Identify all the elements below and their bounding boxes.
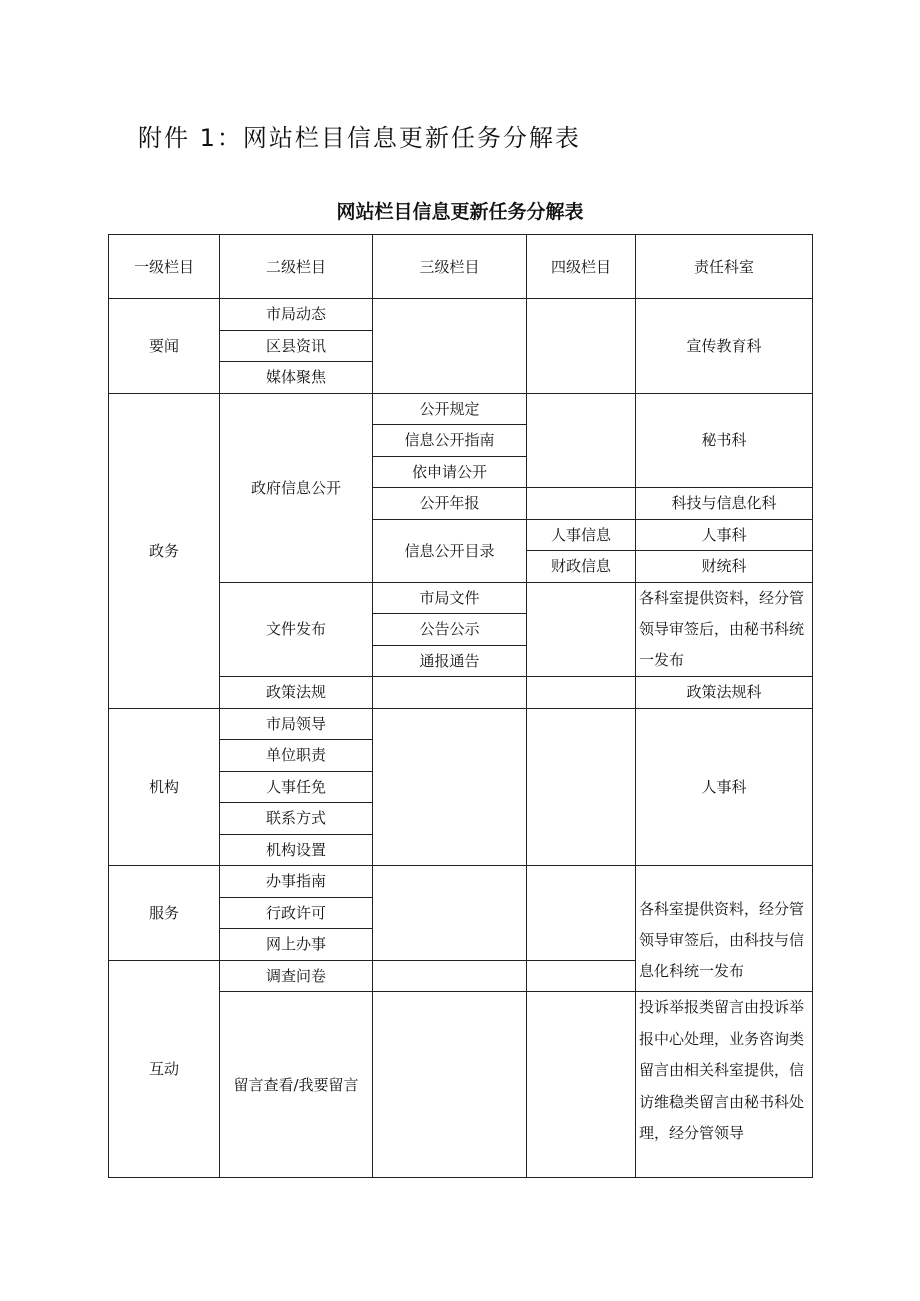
- l3-cell: 信息公开目录: [373, 519, 527, 582]
- l1-hudong: 互动: [109, 960, 220, 1178]
- l3-cell: 公开规定: [373, 393, 527, 425]
- table-title: 网站栏目信息更新任务分解表: [336, 201, 584, 223]
- l2-cell: 市局领导: [220, 708, 373, 740]
- l4-empty: [527, 677, 636, 709]
- l4-empty: [527, 992, 636, 1178]
- table-row: [109, 393, 813, 425]
- l1-zhengwu: 政务: [109, 393, 220, 708]
- l2-cell: 媒体聚焦: [220, 362, 373, 394]
- l4-cell: 财政信息: [527, 551, 636, 583]
- dept-zcfg: 政策法规科: [636, 677, 813, 709]
- l2-zfxxgk: 政府信息公开: [220, 393, 373, 582]
- l4-empty: [527, 960, 636, 992]
- dept-fuwu: 各科室提供资料，经分管领导审签后，由科技与信息化科统一发布: [636, 866, 813, 992]
- l3-empty: [373, 960, 527, 992]
- l1-yaowen: 要闻: [109, 299, 220, 394]
- l2-cell: 联系方式: [220, 803, 373, 835]
- l3-cell: 市局文件: [373, 582, 527, 614]
- dept-hr: 人事科: [636, 519, 813, 551]
- l3-empty: [373, 708, 527, 866]
- l2-cell: 行政许可: [220, 897, 373, 929]
- dept-secretary: 秘书科: [636, 393, 813, 488]
- header-department: 责任科室: [636, 235, 813, 299]
- l2-cell: 调查问卷: [220, 960, 373, 992]
- l3-empty: [373, 299, 527, 394]
- dept-yaowen: 宣传教育科: [636, 299, 813, 394]
- l2-cell: 单位职责: [220, 740, 373, 772]
- l2-cell: 办事指南: [220, 866, 373, 898]
- table-header-row: [109, 235, 813, 299]
- l3-cell: 通报通告: [373, 645, 527, 677]
- l4-empty: [527, 488, 636, 520]
- header-level2: 二级栏目: [220, 235, 373, 299]
- l3-empty: [373, 992, 527, 1178]
- l3-cell: 信息公开指南: [373, 425, 527, 457]
- l2-cell: 机构设置: [220, 834, 373, 866]
- dept-tech: 科技与信息化科: [636, 488, 813, 520]
- l2-cell: 市局动态: [220, 299, 373, 331]
- table-row: [109, 866, 813, 898]
- l4-empty: [527, 393, 636, 488]
- table-row: [109, 708, 813, 740]
- l2-cell: 留言查看/我要留言: [220, 992, 373, 1178]
- dept-finance: 财统科: [636, 551, 813, 583]
- dept-jigou: 人事科: [636, 708, 813, 866]
- l3-cell: 公告公示: [373, 614, 527, 646]
- table-row: [109, 299, 813, 331]
- attachment-title: 附件 1：网站栏目信息更新任务分解表: [138, 124, 581, 152]
- l3-cell: 依申请公开: [373, 456, 527, 488]
- l3-cell: 公开年报: [373, 488, 527, 520]
- header-level4: 四级栏目: [527, 235, 636, 299]
- l4-empty: [527, 299, 636, 394]
- l4-empty: [527, 866, 636, 961]
- l1-jigou: 机构: [109, 708, 220, 866]
- header-level3: 三级栏目: [373, 235, 527, 299]
- header-level1: 一级栏目: [109, 235, 220, 299]
- l3-empty: [373, 866, 527, 961]
- l2-cell: 区县资讯: [220, 330, 373, 362]
- l4-empty: [527, 582, 636, 677]
- l1-fuwu: 服务: [109, 866, 220, 961]
- l2-wjfb: 文件发布: [220, 582, 373, 677]
- l3-empty: [373, 677, 527, 709]
- l2-cell: 人事任免: [220, 771, 373, 803]
- dept-wjfb: 各科室提供资料，经分管领导审签后，由秘书科统一发布: [636, 582, 813, 677]
- l4-cell: 人事信息: [527, 519, 636, 551]
- l4-empty: [527, 708, 636, 866]
- l2-cell: 网上办事: [220, 929, 373, 961]
- l2-zcfg: 政策法规: [220, 677, 373, 709]
- task-table: [108, 234, 813, 1178]
- dept-hudong: 投诉举报类留言由投诉举报中心处理，业务咨询类留言由相关科室提供，信访维稳类留言由秘书科处理，经分管领导: [636, 992, 813, 1178]
